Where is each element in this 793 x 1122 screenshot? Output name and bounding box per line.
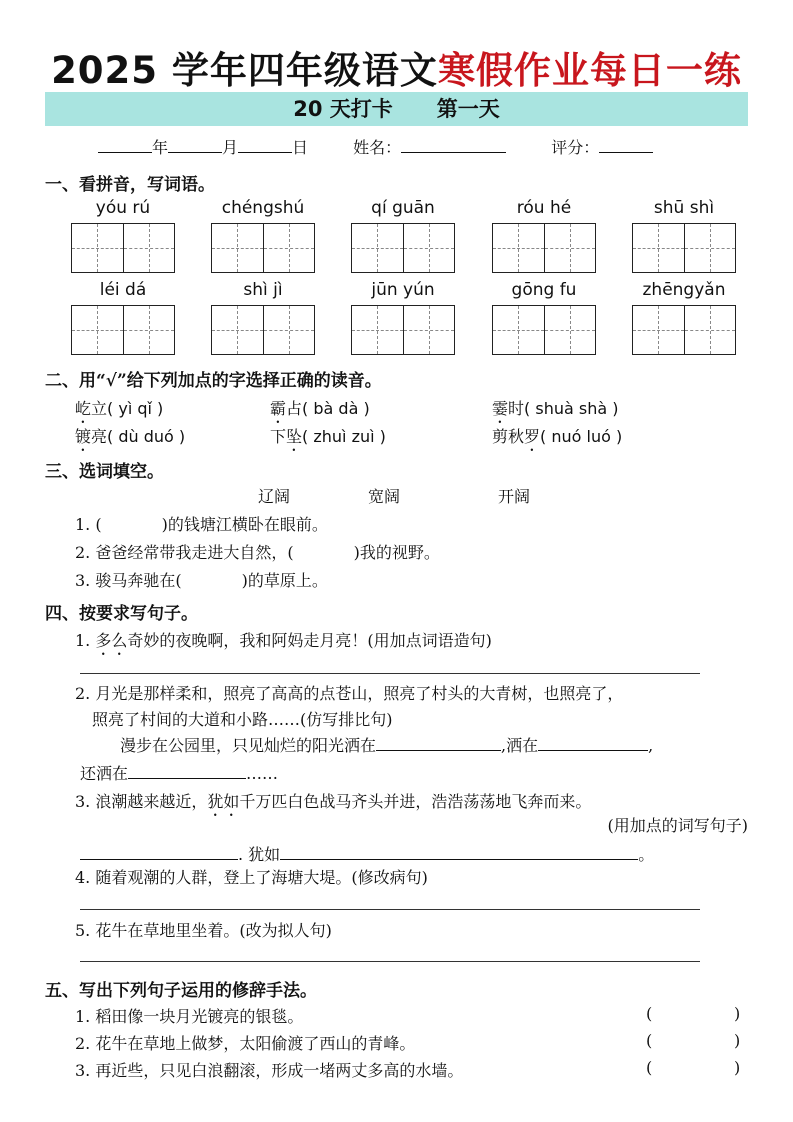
pinyin-label: gōng fu bbox=[511, 280, 577, 300]
grid-cell[interactable] bbox=[404, 306, 455, 354]
writing-grid[interactable] bbox=[632, 223, 736, 273]
answer-paren-left[interactable]: ( bbox=[646, 1004, 653, 1023]
writing-grid[interactable] bbox=[71, 223, 175, 273]
day-label: 日 bbox=[292, 138, 309, 157]
title-main: 2025 学年四年级语文 bbox=[51, 49, 438, 92]
grid-cell[interactable] bbox=[212, 306, 264, 354]
grid-cell[interactable] bbox=[633, 306, 685, 354]
year-field[interactable] bbox=[98, 137, 152, 153]
banner-days: 20 天打卡 bbox=[293, 97, 393, 121]
dotted-char: 霎 bbox=[492, 399, 509, 418]
answer-blank[interactable] bbox=[280, 844, 638, 860]
grid-cell[interactable] bbox=[72, 224, 124, 272]
pinyin-label: yóu rú bbox=[95, 198, 151, 218]
pinyin-label: róu hé bbox=[516, 198, 572, 218]
banner-day: 第一天 bbox=[436, 97, 500, 121]
month-label: 月 bbox=[222, 138, 239, 157]
answer-line[interactable] bbox=[80, 909, 700, 910]
answer-paren-right[interactable]: ) bbox=[734, 1004, 741, 1023]
name-label: 姓名： bbox=[353, 138, 402, 157]
fill-item: 3. 骏马奔驰在( )的草原上。 bbox=[75, 571, 328, 590]
pinyin-options: ( bà dà ) bbox=[302, 399, 370, 418]
pinyin-label: zhēngyǎn bbox=[642, 280, 726, 300]
answer-blank[interactable] bbox=[538, 735, 648, 751]
fill-item: 1. ( )的钱塘江横卧在眼前。 bbox=[75, 515, 328, 534]
answer-line[interactable] bbox=[80, 961, 700, 962]
pinyin-options: ( dù duó ) bbox=[107, 427, 186, 446]
q2-line1: 2. 月光是那样柔和，照亮了高高的点苍山，照亮了村头的大青树，也照亮了， bbox=[75, 684, 624, 703]
grid-cell[interactable] bbox=[493, 306, 545, 354]
q1: 1. 多么奇妙的夜晚啊，我和阿妈走月亮！(用加点词语造句) bbox=[75, 631, 492, 650]
grid-cell[interactable] bbox=[352, 224, 404, 272]
answer-blank[interactable] bbox=[128, 763, 246, 779]
grid-cell[interactable] bbox=[545, 224, 596, 272]
word-option: 宽阔 bbox=[368, 487, 401, 506]
rhetoric-item: 2. 花牛在草地上做梦，太阳偷渡了西山的青峰。 bbox=[75, 1034, 416, 1053]
reading-item[interactable]: 剪秋罗( nuó luó ) bbox=[492, 427, 623, 446]
dotted-word: 多么 bbox=[95, 631, 128, 650]
writing-grid[interactable] bbox=[492, 305, 596, 355]
fill-item: 2. 爸爸经常带我走进大自然，( )我的视野。 bbox=[75, 543, 440, 562]
name-field[interactable] bbox=[401, 137, 506, 153]
writing-grid[interactable] bbox=[71, 305, 175, 355]
dotted-char: 屹 bbox=[75, 399, 92, 418]
title-highlight: 寒假作业每日一练 bbox=[437, 49, 742, 92]
pinyin-label: shì jì bbox=[243, 280, 283, 300]
word-option: 辽阔 bbox=[258, 487, 291, 506]
q3-note: (用加点的词写句子) bbox=[607, 816, 748, 835]
section-3-heading: 三、选词填空。 bbox=[45, 462, 164, 482]
grid-cell[interactable] bbox=[264, 224, 315, 272]
rhetoric-item: 3. 再近些，只见白浪翻滚，形成一堵两丈多高的水墙。 bbox=[75, 1061, 464, 1080]
year-label: 年 bbox=[152, 138, 169, 157]
writing-grid[interactable] bbox=[351, 223, 455, 273]
grid-cell[interactable] bbox=[633, 224, 685, 272]
q2-line2: 照亮了村间的大道和小路……(仿写排比句) bbox=[92, 710, 393, 729]
info-line bbox=[98, 135, 653, 158]
section-5-heading: 五、写出下列句子运用的修辞手法。 bbox=[45, 981, 317, 1001]
pinyin-label: shū shì bbox=[653, 198, 715, 218]
q2-fill2: 还洒在 …… bbox=[80, 764, 279, 783]
rhetoric-item: 1. 稻田像一块月光镀亮的银毯。 bbox=[75, 1007, 304, 1026]
grid-cell[interactable] bbox=[404, 224, 455, 272]
pinyin-options: ( yì qǐ ) bbox=[107, 399, 164, 418]
grid-cell[interactable] bbox=[72, 306, 124, 354]
writing-grid[interactable] bbox=[211, 223, 315, 273]
reading-item[interactable]: 屹立( yì qǐ ) bbox=[75, 399, 164, 418]
answer-paren-right[interactable]: ) bbox=[734, 1031, 741, 1050]
reading-item[interactable]: 霸占( bà dà ) bbox=[270, 399, 370, 418]
pinyin-options: ( shuà shà ) bbox=[524, 399, 619, 418]
pinyin-options: ( nuó luó ) bbox=[540, 427, 623, 446]
score-field[interactable] bbox=[599, 137, 653, 153]
word-option: 开阔 bbox=[498, 487, 531, 506]
answer-blank[interactable] bbox=[376, 735, 501, 751]
answer-blank[interactable] bbox=[80, 844, 238, 860]
section-1-heading: 一、看拼音，写词语。 bbox=[45, 175, 215, 195]
grid-cell[interactable] bbox=[124, 224, 175, 272]
grid-cell[interactable] bbox=[493, 224, 545, 272]
answer-line[interactable] bbox=[80, 673, 700, 674]
dotted-char: 坠 bbox=[286, 427, 303, 446]
pinyin-label: léi dá bbox=[99, 280, 147, 300]
grid-cell[interactable] bbox=[685, 306, 736, 354]
answer-paren-right[interactable]: ) bbox=[734, 1058, 741, 1077]
banner bbox=[45, 92, 748, 126]
writing-grid[interactable] bbox=[211, 305, 315, 355]
page-title bbox=[0, 40, 793, 94]
answer-paren-left[interactable]: ( bbox=[646, 1058, 653, 1077]
score-label: 评分： bbox=[551, 138, 600, 157]
grid-cell[interactable] bbox=[212, 224, 264, 272]
reading-item[interactable]: 霎时( shuà shà ) bbox=[492, 399, 619, 418]
dotted-char: 霸 bbox=[270, 399, 287, 418]
q5: 5. 花牛在草地里坐着。(改为拟人句) bbox=[75, 921, 332, 940]
writing-grid[interactable] bbox=[492, 223, 596, 273]
q3-fill: . 犹如 。 bbox=[80, 842, 654, 865]
section-2-heading: 二、用“√”给下列加点的字选择正确的读音。 bbox=[45, 371, 382, 391]
writing-grid[interactable] bbox=[351, 305, 455, 355]
dotted-char: 镀 bbox=[75, 427, 92, 446]
writing-grid[interactable] bbox=[632, 305, 736, 355]
dotted-char: 罗 bbox=[524, 427, 541, 446]
grid-cell[interactable] bbox=[545, 306, 596, 354]
grid-cell[interactable] bbox=[352, 306, 404, 354]
pinyin-label: chéngshú bbox=[221, 198, 305, 218]
answer-paren-left[interactable]: ( bbox=[646, 1031, 653, 1050]
grid-cell[interactable] bbox=[124, 306, 175, 354]
month-field[interactable] bbox=[168, 137, 222, 153]
pinyin-label: jūn yún bbox=[371, 280, 435, 300]
pinyin-options: ( zhuì zuì ) bbox=[302, 427, 386, 446]
pinyin-label: qí guān bbox=[371, 198, 435, 218]
q3: 3. 浪潮越来越近，犹如千万匹白色战马齐头并进，浩浩荡荡地飞奔而来。 bbox=[75, 792, 592, 811]
dotted-word: 犹如 bbox=[207, 792, 240, 811]
section-4-heading: 四、按要求写句子。 bbox=[45, 604, 198, 624]
q2-fill: 漫步在公园里，只见灿烂的阳光洒在 ,洒在 , bbox=[120, 736, 654, 755]
grid-cell[interactable] bbox=[685, 224, 736, 272]
reading-item[interactable]: 镀亮( dù duó ) bbox=[75, 427, 186, 446]
reading-item[interactable]: 下坠( zhuì zuì ) bbox=[270, 427, 386, 446]
grid-cell[interactable] bbox=[264, 306, 315, 354]
q4: 4. 随着观潮的人群，登上了海塘大堤。(修改病句) bbox=[75, 868, 428, 887]
day-field[interactable] bbox=[238, 137, 292, 153]
